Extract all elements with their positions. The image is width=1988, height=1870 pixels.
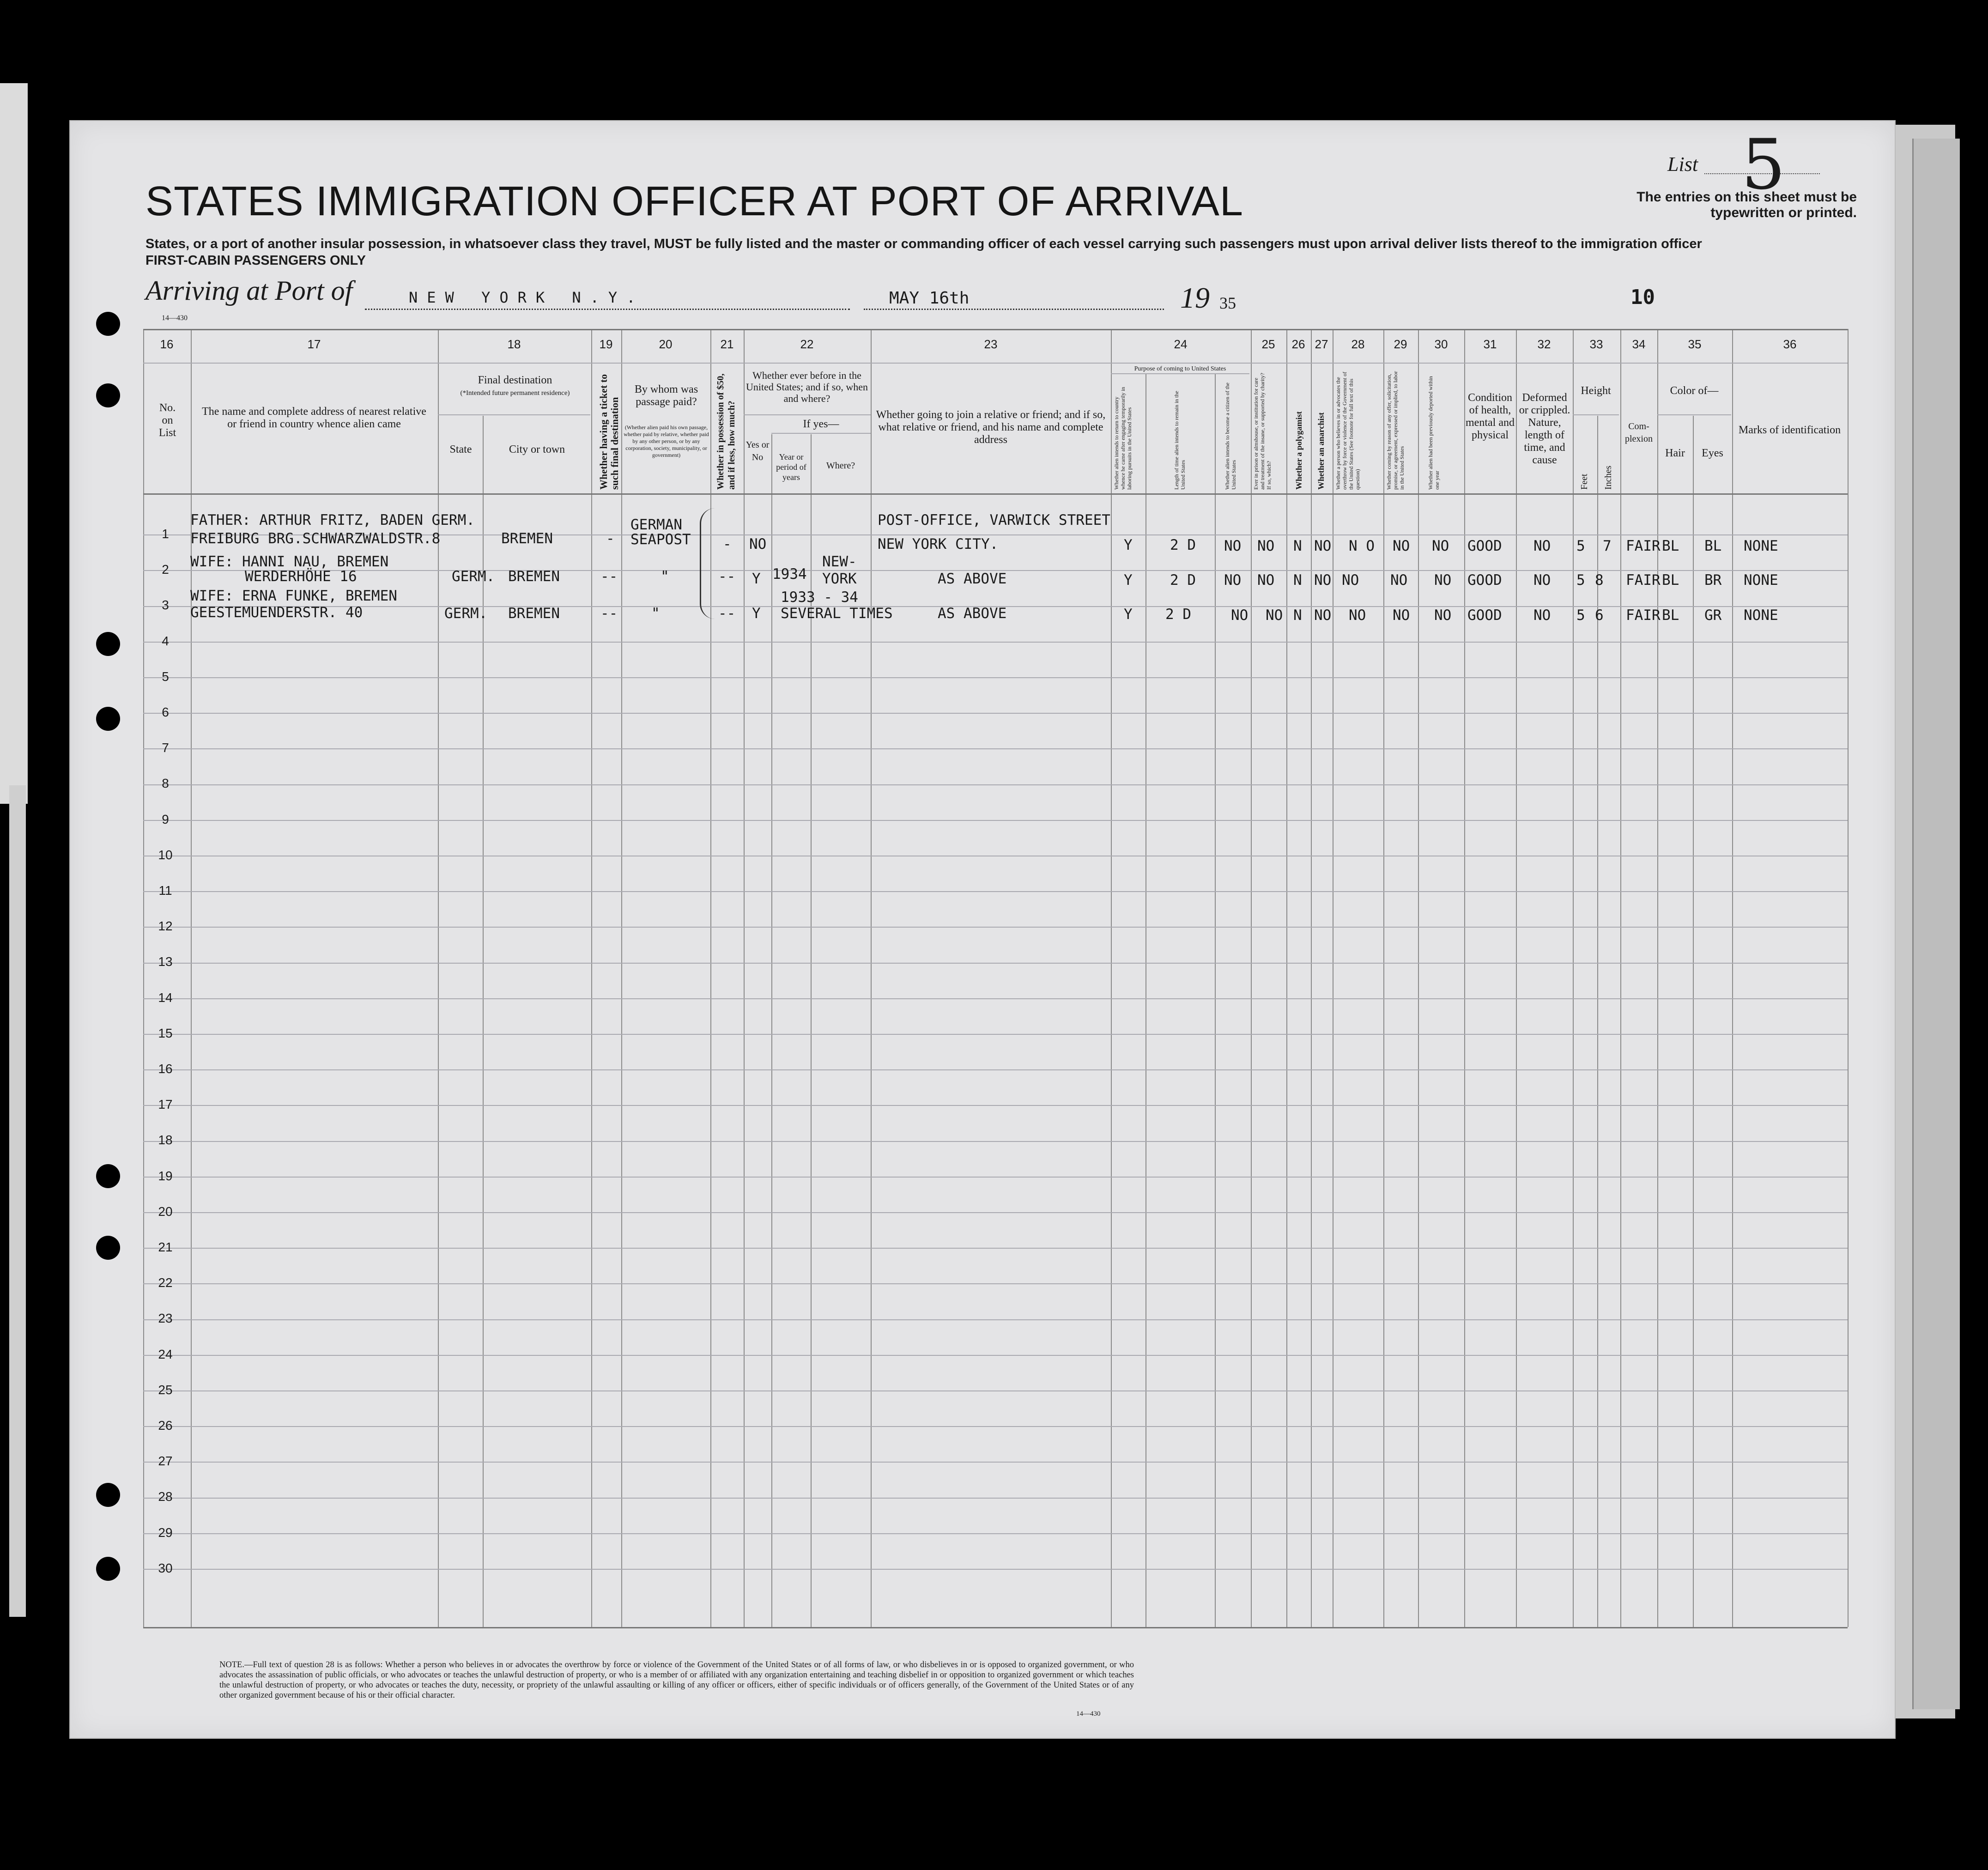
row-number: 19 — [158, 1168, 173, 1183]
row3-paid: " — [651, 605, 660, 622]
column-number: 23 — [984, 337, 998, 351]
grid-line — [1620, 329, 1621, 1627]
row1-relative-line2: FREIBURG BRG.SCHWARZWALDSTR.8 — [190, 530, 441, 547]
column-number: 19 — [599, 337, 613, 351]
row-number: 23 — [158, 1311, 173, 1326]
grid-line — [871, 329, 872, 1627]
column-number: 31 — [1483, 337, 1497, 351]
header-possession-50: Whether in possession of $50, and if less, how much? — [715, 373, 737, 490]
header-purpose-length: Length of time alien intends to remain in the United States — [1173, 391, 1186, 490]
header-anarchist: Whether an anarchist — [1316, 412, 1326, 490]
row-line — [143, 998, 1848, 999]
row-line — [143, 1283, 1848, 1284]
grid-line — [438, 414, 590, 415]
arrival-year-prefix: 19 — [1180, 281, 1210, 314]
row-number: 18 — [158, 1133, 173, 1148]
row3-year-line1: 1933 - 34 — [781, 589, 858, 606]
header-join-relative: Whether going to join a relative or friend; and if so, what relative or friend, and his name and complete address — [876, 409, 1106, 446]
header-hair: Hair — [1665, 447, 1685, 459]
row2-state: GERM. — [452, 568, 495, 585]
grid-line — [771, 433, 871, 434]
row-line — [143, 820, 1848, 821]
row3-state: GERM. — [444, 605, 488, 622]
row-number: 12 — [158, 919, 173, 934]
row1-health: GOOD — [1467, 538, 1502, 554]
row-number: 25 — [158, 1382, 173, 1397]
binder-hole — [96, 1483, 120, 1507]
row-number: 5 — [162, 669, 169, 684]
row-line — [143, 784, 1848, 785]
form-code-top: 14—430 — [162, 314, 188, 322]
row1-money: - — [723, 536, 732, 552]
grid-line — [1215, 374, 1216, 1627]
header-passage-paid: By whom was passage paid? — [634, 383, 698, 408]
row1-city: BREMEN — [501, 530, 553, 547]
arrival-port-label: Arriving at Port of — [145, 275, 353, 306]
row1-prison: NO — [1257, 538, 1275, 554]
grid-line — [143, 329, 144, 1627]
grid-line — [1573, 414, 1619, 415]
row3-length: 2 D — [1165, 606, 1191, 623]
row-line — [143, 1569, 1848, 1570]
row2-relative-line2: WERDERHÖHE 16 — [245, 568, 357, 585]
header-purpose-return: Whether alien intends to return to country whence he came after engaging temporarily in laboring pursuits in the United States — [1113, 387, 1133, 490]
row-line — [143, 1069, 1848, 1070]
row-line — [143, 1141, 1848, 1142]
column-number: 18 — [507, 337, 521, 351]
header-year-period: Year or period of years — [776, 452, 806, 482]
grid-line — [1383, 329, 1384, 1627]
row-number: 27 — [158, 1454, 173, 1469]
header-ticket: Whether having a ticket to such final destination — [598, 374, 620, 490]
row3-money: -- — [718, 605, 736, 622]
header-deformed: Deformed or crippled. Nature, length of time, and cause — [1519, 392, 1570, 466]
binder-hole — [96, 1164, 120, 1188]
row1-paid-line2: SEAPOST — [630, 531, 691, 548]
row1-relative-line1: FATHER: ARTHUR FRITZ, BADEN GERM. — [190, 512, 475, 528]
grid-line — [744, 414, 871, 415]
column-number: 34 — [1632, 337, 1646, 351]
grid-line — [1111, 329, 1112, 1627]
grid-line — [744, 329, 745, 1627]
row1-anarchist: NO — [1314, 538, 1332, 554]
row-number: 14 — [158, 990, 173, 1005]
row-line — [143, 1498, 1848, 1499]
row2-eyes: BR — [1704, 572, 1722, 589]
row-number: 24 — [158, 1347, 173, 1361]
row3-q30: NO — [1434, 607, 1452, 624]
footnote-question-28: NOTE.—Full text of question 28 is as follows: Whether a person who believes in or advocates the overthrow by force or violence of the Government of the United States or of all forms of law, or who disbelieves in or is opposed to organized government, or who advocates the assassination of public officials, or who advocates or teaches the unlawful destruction of property, or who is a member of or affiliated with any organization entertaining and teaching disbelief in or opposition to organized government or which teaches the unlawful destruction of property, or who advocates or teaches the duty, necessity, or propriety of the unlawful assaulting or killing of any officer or officers, either of specific individuals or of officers generally, of the Government of the United States or of any other organized government because of his or their official character. — [219, 1660, 1134, 1700]
header-q29: Whether coming by reason of any offer, solicitation, promise, or agreement, expressed or implied, to labor in the United States — [1386, 371, 1405, 490]
row1-return: Y — [1124, 537, 1133, 553]
header-q28: Whether a person who believes in or advocates the overthrow by force or violence of the Government of the United States (See footnote for full text of this question) — [1335, 371, 1361, 490]
row-line — [143, 1426, 1848, 1427]
row1-join-line2: NEW YORK CITY. — [878, 536, 999, 552]
form-code-bottom: 14—430 — [1076, 1710, 1101, 1718]
row2-q30: NO — [1434, 572, 1452, 589]
row-line — [143, 1177, 1848, 1178]
row2-q29: NO — [1390, 572, 1408, 589]
row-number: 7 — [162, 741, 169, 755]
row2-join: AS ABOVE — [938, 571, 1007, 587]
row-line — [143, 748, 1848, 749]
row-number: 10 — [158, 847, 173, 862]
row-number: 3 — [162, 598, 169, 613]
row-line — [143, 927, 1848, 928]
column-number: 32 — [1537, 337, 1551, 351]
row-number: 15 — [158, 1026, 173, 1040]
row1-ticket: - — [606, 530, 615, 547]
row1-complexion: FAIR — [1626, 538, 1661, 554]
grid-line — [591, 329, 592, 1627]
row2-inches: 8 — [1595, 572, 1604, 589]
row1-hair: BL — [1662, 538, 1679, 554]
row2-yes-no: Y — [752, 571, 761, 587]
row-number: 21 — [158, 1240, 173, 1254]
row3-q28: NO — [1349, 607, 1366, 624]
row1-yes-no: NO — [749, 536, 767, 552]
row2-city: BREMEN — [508, 568, 560, 585]
header-marks: Marks of identification — [1738, 424, 1841, 436]
grid-line — [1848, 329, 1849, 1627]
header-final-destination-note: (*Intended future permanent residence) — [460, 389, 570, 397]
row-line — [143, 1105, 1848, 1106]
column-number: 20 — [659, 337, 673, 351]
row-number: 26 — [158, 1418, 173, 1433]
header-nearest-relative: The name and complete address of nearest relative or friend in country whence alien came — [202, 406, 426, 430]
row3-feet: 5 — [1576, 607, 1585, 624]
grid-line — [1732, 329, 1733, 1627]
row2-prison: NO — [1257, 572, 1275, 589]
row1-deformed: NO — [1533, 538, 1551, 554]
arrival-port: NEW YORK N.Y. — [409, 289, 645, 306]
row-line — [143, 1533, 1848, 1534]
row-line — [143, 891, 1848, 892]
row-number: 8 — [162, 776, 169, 791]
header-feet: Feet — [1579, 474, 1589, 490]
grid-line — [1573, 329, 1574, 1627]
row1-polygamist: N — [1293, 538, 1302, 554]
row-number: 29 — [158, 1525, 173, 1540]
row2-anarchist: NO — [1314, 572, 1332, 589]
header-eyes: Eyes — [1702, 447, 1723, 459]
row-line — [143, 1034, 1848, 1035]
row1-marks: NONE — [1744, 538, 1778, 554]
grid-line — [1311, 329, 1312, 1627]
row3-inches: 6 — [1595, 607, 1604, 624]
header-prison: Ever in prison or almshouse, or institution for care and treatment of the insane, or supported by charity? If so, which? — [1253, 373, 1272, 490]
column-number: 27 — [1315, 337, 1328, 351]
row3-yes-no: Y — [752, 605, 761, 622]
row2-where-line1: NEW- — [822, 553, 857, 570]
row-number: 20 — [158, 1204, 173, 1219]
header-polygamist: Whether a polygamist — [1294, 411, 1303, 490]
row1-eyes: BL — [1704, 538, 1722, 554]
row-number: 1 — [162, 527, 169, 541]
row-number: 13 — [158, 954, 173, 969]
row-line — [143, 677, 1848, 678]
row1-citizen: NO — [1224, 538, 1242, 554]
header-ever-before: Whether ever before in the United States; and if so, when and where? — [746, 370, 868, 404]
grid-line — [1251, 329, 1252, 1627]
column-number: 28 — [1351, 337, 1365, 351]
row3-eyes: GR — [1704, 607, 1722, 624]
binder-hole — [96, 383, 120, 407]
row-number: 17 — [158, 1097, 173, 1112]
grid-line — [1516, 329, 1517, 1627]
column-number: 21 — [720, 337, 734, 351]
row-line — [143, 963, 1848, 964]
row-number: 4 — [162, 633, 169, 648]
row3-prison: NO — [1266, 607, 1283, 624]
column-number: 33 — [1589, 337, 1603, 351]
row2-return: Y — [1124, 572, 1133, 589]
header-height: Height — [1581, 385, 1611, 397]
page-stack-edge-inner — [1912, 139, 1960, 1709]
row-number: 16 — [158, 1062, 173, 1076]
row3-hair: BL — [1662, 607, 1679, 624]
row-line — [143, 1212, 1848, 1213]
row3-year-line2: SEVERAL TIMES — [781, 605, 893, 622]
row2-paid: " — [661, 568, 669, 585]
row3-polygamist: N — [1293, 607, 1302, 624]
row-number: 2 — [162, 562, 169, 577]
grid-line — [771, 434, 772, 1627]
header-yes-no: Yes or No — [746, 440, 770, 462]
header-q30: Whether alien had been previously deported within one year — [1427, 376, 1440, 490]
column-number: 17 — [307, 337, 321, 351]
row3-relative-line2: GEESTEMUENDERSTR. 40 — [190, 604, 363, 621]
row-line — [143, 1355, 1848, 1356]
column-number: 30 — [1434, 337, 1448, 351]
cabin-class-label: FIRST-CABIN PASSENGERS ONLY — [145, 253, 366, 268]
row3-deformed: NO — [1533, 607, 1551, 624]
row1-inches: 7 — [1603, 538, 1612, 554]
row2-health: GOOD — [1467, 572, 1502, 589]
column-number: 29 — [1394, 337, 1407, 351]
row1-q29: NO — [1393, 538, 1410, 554]
binder-hole — [96, 312, 120, 336]
row3-anarchist: NO — [1314, 607, 1332, 624]
grid-line — [143, 329, 1848, 330]
row1-feet: 5 — [1576, 538, 1585, 554]
grid-line — [143, 1627, 1848, 1628]
row3-marks: NONE — [1744, 607, 1778, 624]
row-number: 28 — [158, 1489, 173, 1504]
column-number: 22 — [800, 337, 814, 351]
header-purpose-citizen: Whether alien intends to become a citizen of the United States — [1224, 382, 1237, 490]
row1-q30: NO — [1432, 538, 1449, 554]
row-line — [143, 1462, 1848, 1463]
grid-line — [621, 329, 622, 1627]
list-label: List — [1667, 153, 1698, 176]
row3-relative-line1: WIFE: ERNA FUNKE, BREMEN — [190, 588, 397, 604]
grid-line — [1597, 416, 1598, 1627]
row3-q29: NO — [1393, 607, 1410, 624]
grid-line — [1418, 329, 1419, 1627]
row-number: 30 — [158, 1560, 173, 1575]
grid-line — [1111, 373, 1249, 374]
header-where: Where? — [826, 461, 855, 471]
sheet-number: 10 — [1630, 285, 1655, 309]
subtitle-instructions: States, or a port of another insular possession, in whatsoever class they travel, MUST be fully listed and the master or commanding officer of each vessel carrying such passengers must upon arrival deliver lists thereof to the immigration officer — [145, 237, 1702, 251]
row3-complexion: FAIR — [1626, 607, 1661, 624]
binder-hole — [96, 1557, 120, 1581]
row1-q28: N O — [1349, 538, 1375, 554]
list-number: 5 — [1741, 125, 1786, 205]
arrival-date: MAY 16th — [889, 289, 970, 308]
row2-feet: 5 — [1576, 572, 1585, 589]
row3-return: Y — [1124, 606, 1133, 623]
previous-page-edge-lower — [9, 785, 26, 1617]
binder-hole — [96, 707, 120, 731]
row2-polygamist: N — [1293, 572, 1302, 589]
row3-city: BREMEN — [508, 605, 560, 622]
row3-ticket: -- — [600, 605, 618, 622]
column-number: 26 — [1291, 337, 1305, 351]
binder-hole — [96, 1236, 120, 1260]
row2-where-line2: YORK — [822, 571, 857, 587]
grid-line — [1657, 414, 1731, 415]
header-health: Condition of health, mental and physical — [1466, 392, 1515, 441]
binder-hole — [96, 632, 120, 656]
column-number: 35 — [1688, 337, 1702, 351]
row-number: 9 — [162, 812, 169, 826]
row3-citizen: NO — [1231, 607, 1249, 624]
row2-hair: BL — [1662, 572, 1679, 589]
grid-line — [1464, 329, 1465, 1627]
row2-deformed: NO — [1533, 572, 1551, 589]
row1-paid-line1: GERMAN — [630, 516, 682, 533]
row2-ticket: -- — [600, 568, 618, 585]
row1-join-line1: POST-OFFICE, VARWICK STREET — [878, 512, 1110, 528]
row1-length: 2 D — [1170, 537, 1196, 553]
column-number: 24 — [1174, 337, 1188, 351]
row-line — [143, 1248, 1848, 1249]
row2-relative-line1: WIFE: HANNI NAU, BREMEN — [190, 553, 389, 570]
grid-line — [143, 493, 1848, 495]
arrival-year-suffix: 35 — [1219, 294, 1236, 312]
previous-page-edge — [0, 83, 28, 804]
grid-line — [1657, 329, 1658, 1627]
row2-complexion: FAIR — [1626, 572, 1661, 589]
header-no-on-list: No. on List — [158, 402, 176, 439]
row3-health: GOOD — [1467, 607, 1502, 624]
header-state: State — [449, 443, 472, 455]
entries-instruction: The entries on this sheet must be typewritten or printed. — [1636, 189, 1857, 220]
row2-money: -- — [718, 568, 736, 585]
arrival-date-line — [864, 309, 1164, 310]
row2-citizen: NO — [1224, 572, 1242, 589]
header-passage-paid-note: (Whether alien paid his own passage, whether paid by relative, whether paid by any other person, or by any corporation, society, municipality, or government) — [624, 424, 709, 458]
page-title: STATES IMMIGRATION OFFICER AT PORT OF ARRIVAL — [145, 178, 1243, 225]
column-number: 25 — [1261, 337, 1275, 351]
header-color-of: Color of— — [1670, 385, 1719, 397]
row-number: 22 — [158, 1275, 173, 1290]
row2-year: 1934 — [772, 566, 807, 583]
row-number: 11 — [158, 883, 172, 898]
row-line — [143, 713, 1848, 714]
header-inches: Inches — [1603, 465, 1613, 490]
row3-join: AS ABOVE — [938, 605, 1007, 622]
column-number: 16 — [160, 337, 174, 351]
arrival-port-line — [365, 309, 850, 310]
grid-line — [143, 363, 1848, 364]
grid-line — [1693, 416, 1694, 1627]
row-line — [143, 1390, 1848, 1391]
header-purpose: Purpose of coming to United States — [1134, 365, 1226, 372]
grid-line — [483, 416, 484, 1627]
row2-q28: NO — [1342, 572, 1359, 589]
header-complexion: Com-plexion — [1625, 421, 1653, 444]
grid-line — [1286, 329, 1287, 1627]
header-city: City or town — [509, 443, 565, 455]
row-number: 6 — [162, 705, 169, 719]
row2-length: 2 D — [1170, 572, 1196, 589]
header-final-destination: Final destination — [478, 374, 552, 386]
row2-marks: NONE — [1744, 572, 1778, 589]
header-if-yes: If yes— — [803, 418, 839, 430]
row-line — [143, 642, 1848, 643]
column-number: 36 — [1783, 337, 1797, 351]
row-line — [143, 1319, 1848, 1320]
grouping-brace — [700, 508, 715, 619]
